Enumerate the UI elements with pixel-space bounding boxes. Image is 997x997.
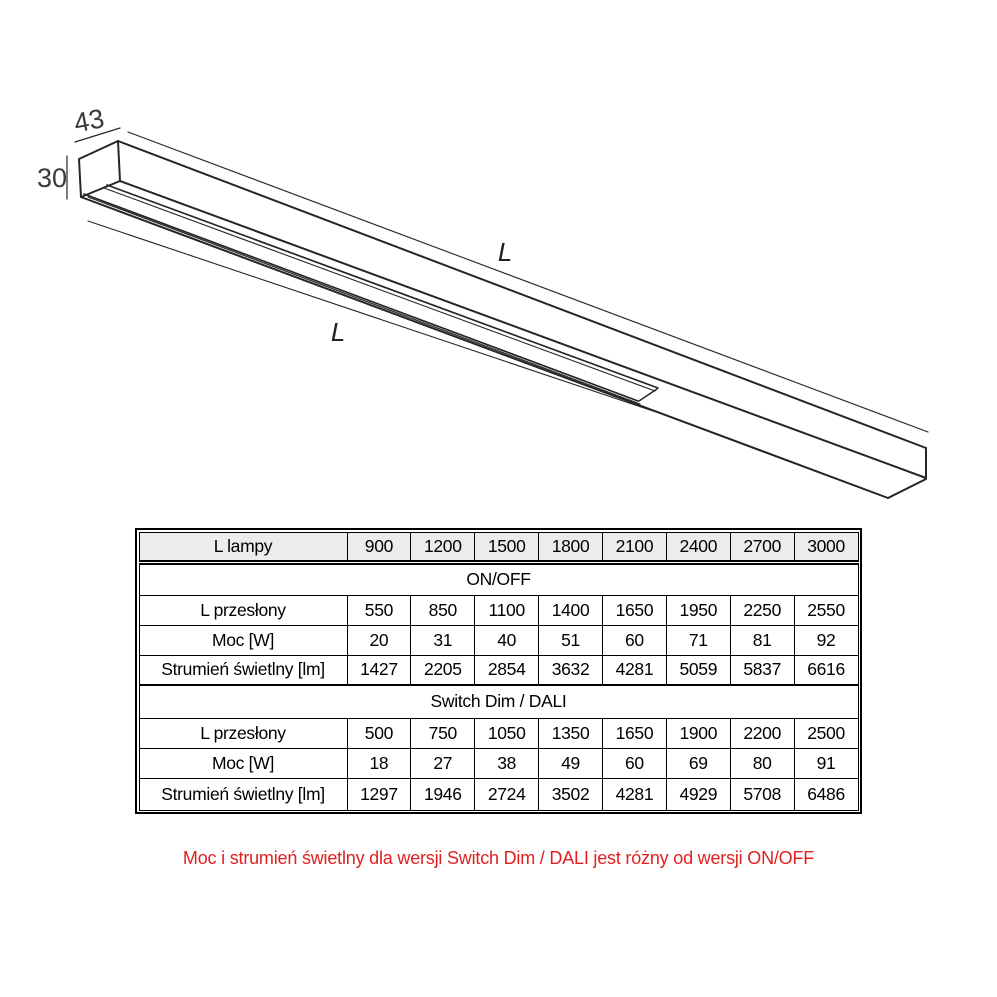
value-cell: 2724 bbox=[475, 778, 539, 810]
row-label-cell: Strumień świetlny [lm] bbox=[139, 655, 347, 685]
header-value-cell: 3000 bbox=[794, 532, 858, 562]
dim-width-label: 43 bbox=[71, 103, 107, 139]
lamp-left-end-face bbox=[79, 141, 120, 197]
value-cell: 1946 bbox=[411, 778, 475, 810]
value-cell: 71 bbox=[666, 625, 730, 655]
value-cell: 60 bbox=[603, 625, 667, 655]
value-cell: 1050 bbox=[475, 718, 539, 748]
lamp-top-edge bbox=[118, 141, 926, 448]
value-cell: 91 bbox=[794, 748, 858, 778]
value-cell: 18 bbox=[347, 748, 411, 778]
value-cell: 550 bbox=[347, 595, 411, 625]
value-cell: 40 bbox=[475, 625, 539, 655]
dim-length-bottom-leader-line bbox=[88, 221, 656, 412]
dim-height-label: 30 bbox=[37, 163, 68, 193]
row-label-cell: Moc [W] bbox=[139, 625, 347, 655]
row-label-cell: Strumień świetlny [lm] bbox=[139, 778, 347, 810]
lamp-right-end-face bbox=[888, 448, 926, 498]
value-cell: 500 bbox=[347, 718, 411, 748]
table-row bbox=[139, 778, 858, 810]
value-cell: 6486 bbox=[794, 778, 858, 810]
lamp-front-bottom-edge bbox=[120, 181, 926, 478]
value-cell: 750 bbox=[411, 718, 475, 748]
lamp-near-bottom-edge bbox=[81, 197, 888, 498]
diffuser-far-edge bbox=[107, 185, 658, 388]
value-cell: 5708 bbox=[730, 778, 794, 810]
value-cell: 1950 bbox=[666, 595, 730, 625]
header-value-cell: 900 bbox=[347, 532, 411, 562]
diffuser-right-end-edge bbox=[639, 389, 657, 401]
value-cell: 60 bbox=[603, 748, 667, 778]
diffuser-far-edge-inner bbox=[104, 188, 655, 391]
table-row bbox=[139, 625, 858, 655]
value-cell: 80 bbox=[730, 748, 794, 778]
section-title-row-onoff bbox=[139, 562, 858, 595]
value-cell: 1900 bbox=[666, 718, 730, 748]
value-cell: 2500 bbox=[794, 718, 858, 748]
value-cell: 31 bbox=[411, 625, 475, 655]
value-cell: 1350 bbox=[539, 718, 603, 748]
value-cell: 4929 bbox=[666, 778, 730, 810]
value-cell: 92 bbox=[794, 625, 858, 655]
value-cell: 1400 bbox=[539, 595, 603, 625]
table-row bbox=[139, 655, 858, 685]
header-value-cell: 1200 bbox=[411, 532, 475, 562]
value-cell: 5837 bbox=[730, 655, 794, 685]
spec-table-frame bbox=[135, 528, 862, 814]
table-row bbox=[139, 595, 858, 625]
diffuser-near-edge-inner bbox=[88, 197, 640, 404]
value-cell: 1427 bbox=[347, 655, 411, 685]
dim-length-top-leader-line bbox=[128, 132, 928, 432]
value-cell: 1650 bbox=[603, 595, 667, 625]
value-cell: 38 bbox=[475, 748, 539, 778]
value-cell: 27 bbox=[411, 748, 475, 778]
value-cell: 49 bbox=[539, 748, 603, 778]
header-value-cell: 1800 bbox=[539, 532, 603, 562]
footnote-warning: Moc i strumień świetlny dla wersji Switch Dim / DALI jest różny od wersji ON/OFF bbox=[182, 848, 815, 868]
table-row bbox=[139, 748, 858, 778]
value-cell: 1650 bbox=[603, 718, 667, 748]
section-title-row-dali bbox=[139, 685, 858, 718]
value-cell: 69 bbox=[666, 748, 730, 778]
value-cell: 20 bbox=[347, 625, 411, 655]
spec-table bbox=[139, 532, 859, 811]
value-cell: 1297 bbox=[347, 778, 411, 810]
value-cell: 3632 bbox=[539, 655, 603, 685]
value-cell: 2205 bbox=[411, 655, 475, 685]
value-cell: 3502 bbox=[539, 778, 603, 810]
table-row bbox=[139, 718, 858, 748]
value-cell: 850 bbox=[411, 595, 475, 625]
table-header-row bbox=[139, 532, 858, 562]
header-value-cell: 2700 bbox=[730, 532, 794, 562]
section-title-cell: Switch Dim / DALI bbox=[139, 685, 858, 718]
row-label-cell: L przesłony bbox=[139, 595, 347, 625]
header-value-cell: 1500 bbox=[475, 532, 539, 562]
length-label-top: L bbox=[498, 238, 512, 267]
value-cell: 4281 bbox=[603, 655, 667, 685]
value-cell: 4281 bbox=[603, 778, 667, 810]
value-cell: 2854 bbox=[475, 655, 539, 685]
value-cell: 5059 bbox=[666, 655, 730, 685]
header-value-cell: 2100 bbox=[603, 532, 667, 562]
row-label-cell: Moc [W] bbox=[139, 748, 347, 778]
value-cell: 1100 bbox=[475, 595, 539, 625]
header-value-cell: 2400 bbox=[666, 532, 730, 562]
section-title-cell: ON/OFF bbox=[139, 562, 858, 595]
value-cell: 2550 bbox=[794, 595, 858, 625]
value-cell: 6616 bbox=[794, 655, 858, 685]
value-cell: 2200 bbox=[730, 718, 794, 748]
row-label-cell: L przesłony bbox=[139, 718, 347, 748]
value-cell: 51 bbox=[539, 625, 603, 655]
value-cell: 81 bbox=[730, 625, 794, 655]
length-label-bottom: L bbox=[331, 318, 345, 347]
diffuser-near-edge bbox=[84, 194, 638, 401]
header-label-cell: L lampy bbox=[139, 532, 347, 562]
value-cell: 2250 bbox=[730, 595, 794, 625]
